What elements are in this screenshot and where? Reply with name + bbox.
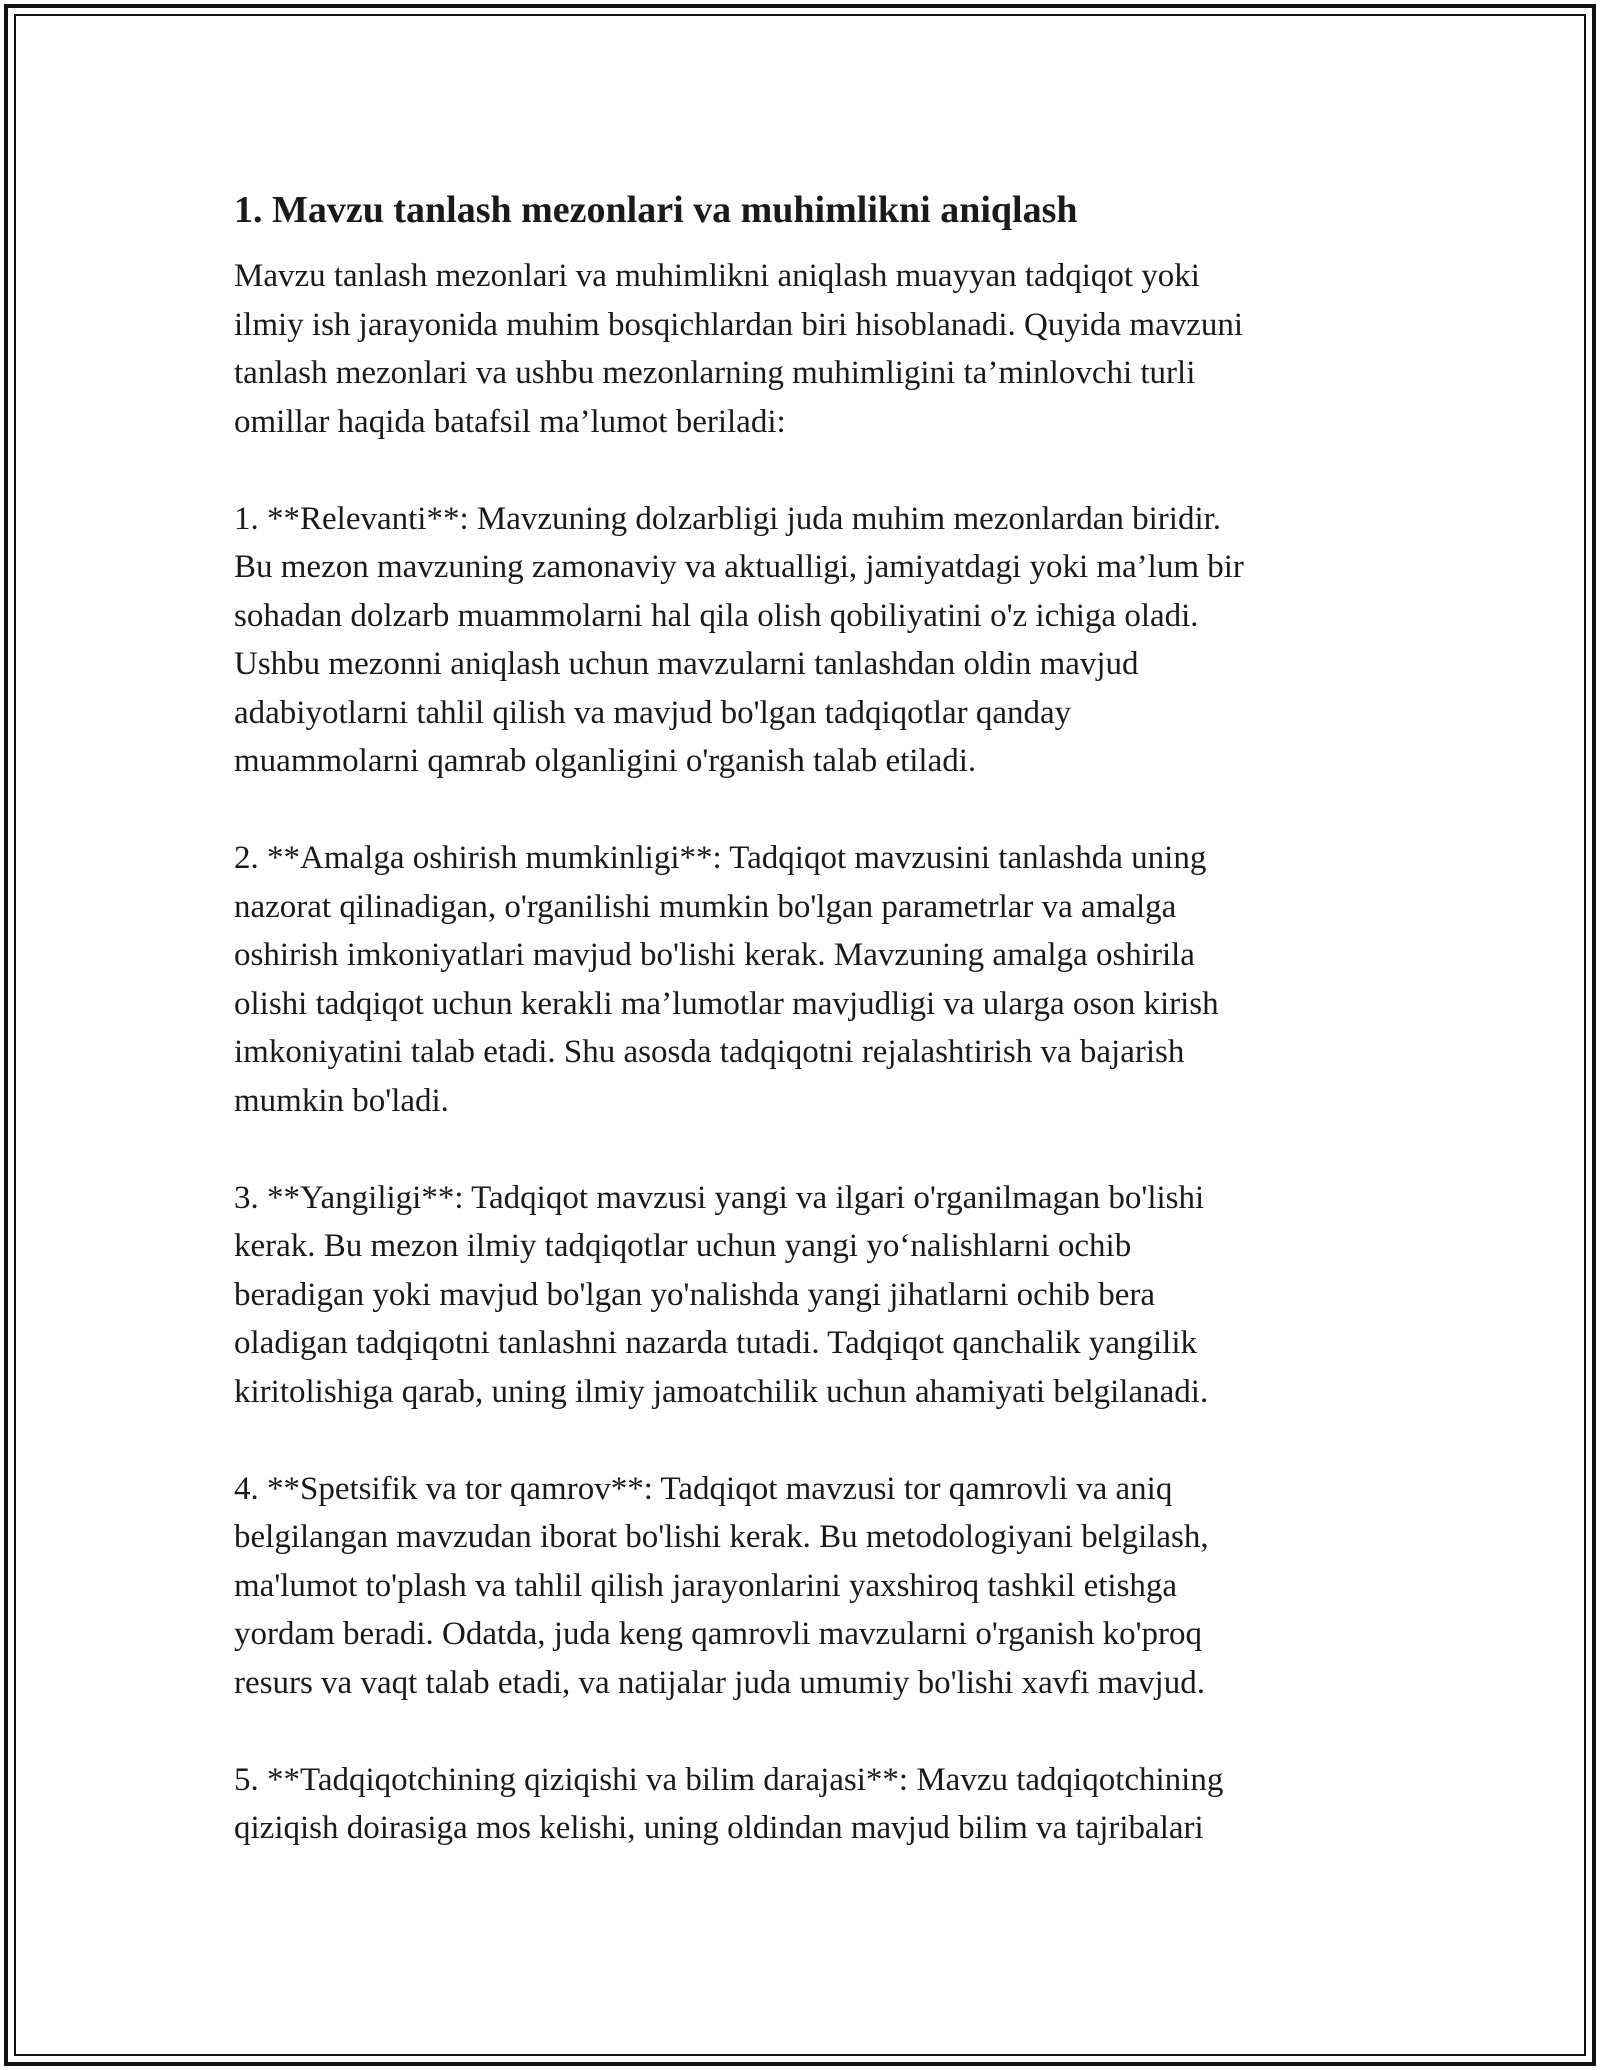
text-line: belgilangan mavzudan iborat bo'lishi kerak. Bu metodologiyani belgilash, (234, 1519, 1209, 1555)
document-body (234, 184, 1384, 1901)
criterion-paragraph-2 (234, 834, 1384, 1125)
paragraph-list (234, 252, 1384, 1853)
text-line: Ushbu mezonni aniqlash uchun mavzularni tanlashdan oldin mavjud (234, 646, 1139, 682)
text-line: kerak. Bu mezon ilmiy tadqiqotlar uchun yangi yo‘nalishlarni ochib (234, 1228, 1132, 1264)
text-line: yordam beradi. Odatda, juda keng qamrovli mavzularni o'rganish ko'proq (234, 1616, 1203, 1652)
text-line: ilmiy ish jarayonida muhim bosqichlardan biri hisoblanadi. Quyida mavzuni (234, 306, 1244, 343)
criterion-paragraph-3 (234, 1174, 1384, 1417)
section-heading: 1. Mavzu tanlash mezonlari va muhimlikni aniqlash (234, 189, 1078, 231)
text-line: qiziqish doirasiga mos kelishi, uning oldindan mavjud bilim va tajribalari (234, 1810, 1204, 1846)
text-line: resurs va vaqt talab etadi, va natijalar juda umumiy bo'lishi xavfi mavjud. (234, 1664, 1205, 1701)
text-line: Bu mezon mavzuning zamonaviy va aktualligi, jamiyatdagi yoki ma’lum bir (234, 549, 1244, 585)
text-line: imkoniyatini talab etadi. Shu asosda tadqiqotni rejalashtirish va bajarish (234, 1034, 1185, 1070)
intro-paragraph (234, 252, 1384, 446)
text-line: 1. **Relevanti**: Mavzuning dolzarbligi juda muhim mezonlardan biridir. (234, 500, 1222, 537)
criterion-paragraph-4 (234, 1465, 1384, 1708)
text-line: omillar haqida batafsil ma’lumot beriladi: (234, 403, 786, 440)
text-line: 4. **Spetsifik va tor qamrov**: Tadqiqot mavzusi tor qamrovli va aniq (234, 1470, 1173, 1507)
text-line: ma'lumot to'plash va tahlil qilish jarayonlarini yaxshiroq tashkil etishga (234, 1567, 1178, 1604)
text-line: adabiyotlarni tahlil qilish va mavjud bo'lgan tadqiqotlar qanday (234, 694, 1072, 731)
text-line: nazorat qilinadigan, o'rganilishi mumkin bo'lgan parametrlar va amalga (234, 888, 1177, 925)
text-line: oshirish imkoniyatlari mavjud bo'lishi kerak. Mavzuning amalga oshirila (234, 937, 1195, 973)
criterion-paragraph-5 (234, 1756, 1384, 1853)
text-line: olishi tadqiqot uchun kerakli ma’lumotlar mavjudligi va ularga oson kirish (234, 985, 1219, 1022)
criterion-paragraph-1 (234, 495, 1384, 786)
text-line: 2. **Amalga oshirish mumkinligi**: Tadqiqot mavzusini tanlashda uning (234, 840, 1207, 876)
text-line: 5. **Tadqiqotchining qiziqishi va bilim darajasi**: Mavzu tadqiqotchining (234, 1761, 1224, 1798)
text-line: kiritolishiga qarab, uning ilmiy jamoatchilik uchun ahamiyati belgilanadi. (234, 1373, 1209, 1410)
text-line: 3. **Yangiligi**: Tadqiqot mavzusi yangi va ilgari o'rganilmagan bo'lishi (234, 1179, 1205, 1216)
text-line: beradigan yoki mavjud bo'lgan yo'nalishda yangi jihatlarni ochib bera (234, 1276, 1155, 1313)
text-line: muammolarni qamrab olganligini o'rganish talab etiladi. (234, 743, 977, 779)
text-line: sohadan dolzarb muammolarni hal qila olish qobiliyatini o'z ichiga oladi. (234, 597, 1199, 634)
text-line: tanlash mezonlari va ushbu mezonlarning muhimligini ta’minlovchi turli (234, 355, 1196, 391)
text-line: mumkin bo'ladi. (234, 1082, 449, 1119)
text-line: oladigan tadqiqotni tanlashni nazarda tutadi. Tadqiqot qanchalik yangilik (234, 1325, 1197, 1361)
text-line: Mavzu tanlash mezonlari va muhimlikni aniqlash muayyan tadqiqot yoki (234, 258, 1200, 294)
